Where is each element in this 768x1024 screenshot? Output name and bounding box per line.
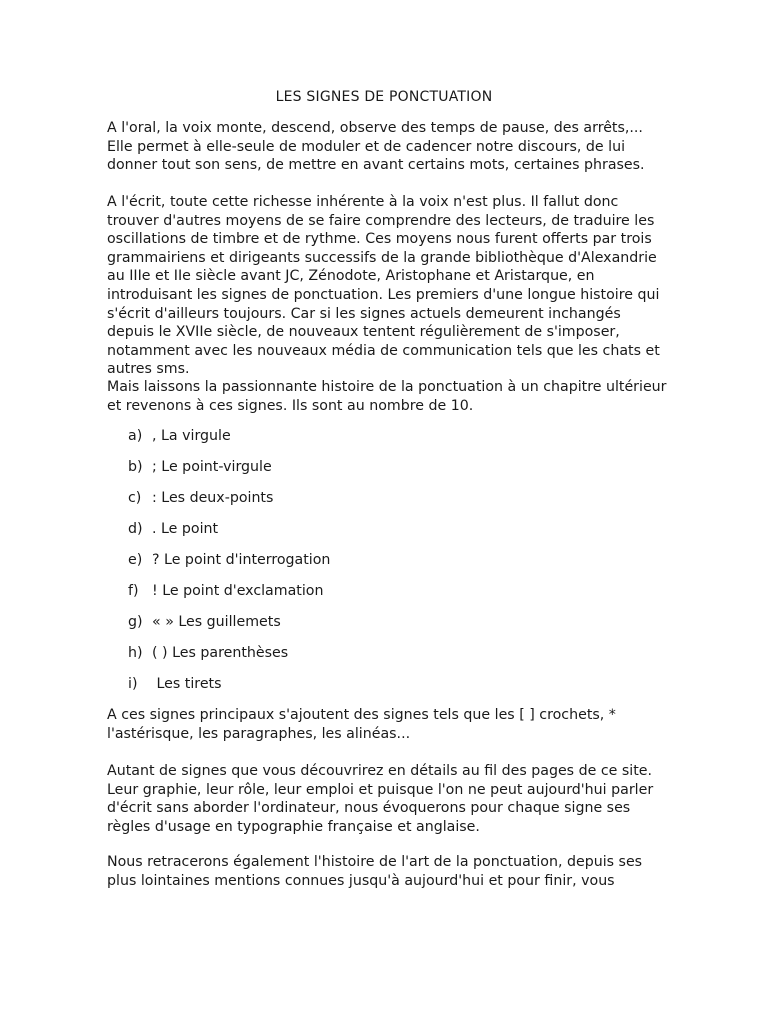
- list-marker: h): [128, 645, 143, 661]
- list-item: [128, 489, 273, 507]
- list-item-text: Les tirets: [152, 676, 222, 692]
- list-marker: f): [128, 583, 139, 599]
- paragraph-conclusion: Nous retracerons également l'histoire de l'art de la ponctuation, depuis ses plus lointaines mentions connues jusqu'à aujourd'hui et pour finir, vous: [107, 854, 643, 889]
- list-marker: e): [128, 552, 143, 568]
- list-item-text: , La virgule: [152, 428, 231, 444]
- list-item: [128, 551, 330, 569]
- list-marker: c): [128, 490, 142, 506]
- list-item-text: « » Les guillemets: [152, 614, 281, 630]
- paragraph-site-content: Autant de signes que vous découvrirez en détails au fil des pages de ce site. Leur graphie, leur rôle, leur emploi et puisque l'on ne peut aujourd'hui parler d'écrit sans aborder l'ordinateur, nous évoquerons pour chaque signe ses règles d'usage en typographie française et anglaise.: [107, 763, 654, 835]
- paragraph-transition: Mais laissons la passionnante histoire de la ponctuation à un chapitre ultérieur et revenons à ces signes. Ils sont au nombre de 10.: [107, 379, 667, 414]
- document-title: LES SIGNES DE PONCTUATION: [275, 89, 493, 105]
- list-item: [128, 458, 272, 476]
- list-marker: d): [128, 521, 143, 537]
- list-item-text: ( ) Les parenthèses: [152, 645, 289, 661]
- paragraph-intro: A l'oral, la voix monte, descend, observe des temps de pause, des arrêts,... Elle permet à elle-seule de moduler et de cadencer notre discours, de lui donner tout son sens, de mettre en avant certains mots, certaines phrases.: [107, 120, 645, 174]
- list-item: [128, 613, 281, 631]
- list-item-text: ! Le point d'exclamation: [152, 583, 324, 599]
- paragraph-additional-signs: A ces signes principaux s'ajoutent des signes tels que les [ ] crochets, * l'astérisque, les paragraphes, les alinéas...: [107, 707, 616, 742]
- list-item-text: ; Le point-virgule: [152, 459, 272, 475]
- list-marker: g): [128, 614, 143, 630]
- list-item-text: ? Le point d'interrogation: [152, 552, 331, 568]
- list-item-text: : Les deux-points: [152, 490, 274, 506]
- list-item: [128, 427, 231, 445]
- list-marker: a): [128, 428, 143, 444]
- list-item: [128, 644, 288, 662]
- list-item-text: . Le point: [152, 521, 219, 537]
- list-item: [128, 520, 218, 538]
- list-item: [128, 582, 323, 600]
- list-marker: i): [128, 676, 138, 692]
- list-item: [128, 675, 222, 693]
- paragraph-history: A l'écrit, toute cette richesse inhérente à la voix n'est plus. Il fallut donc trouver d'autres moyens de se faire comprendre des lecteurs, de traduire les oscillations de timbre et de rythme. Ces moyens nous furent offerts par trois grammairiens et dirigeants successifs de la grande bibliothèque d'Alexandrie au IIIe et IIe siècle avant JC, Zénodote, Aristophane et Aristarque, en introduisant les signes de ponctuation. Les premiers d'une longue histoire qui s'écrit d'ailleurs toujours. Car si les signes actuels demeurent inchangés depuis le XVIIe siècle, de nouveaux tentent régulièrement de s'imposer, notamment avec les nouveaux média de communication tels que les chats et autres sms.: [107, 194, 660, 378]
- list-marker: b): [128, 459, 143, 475]
